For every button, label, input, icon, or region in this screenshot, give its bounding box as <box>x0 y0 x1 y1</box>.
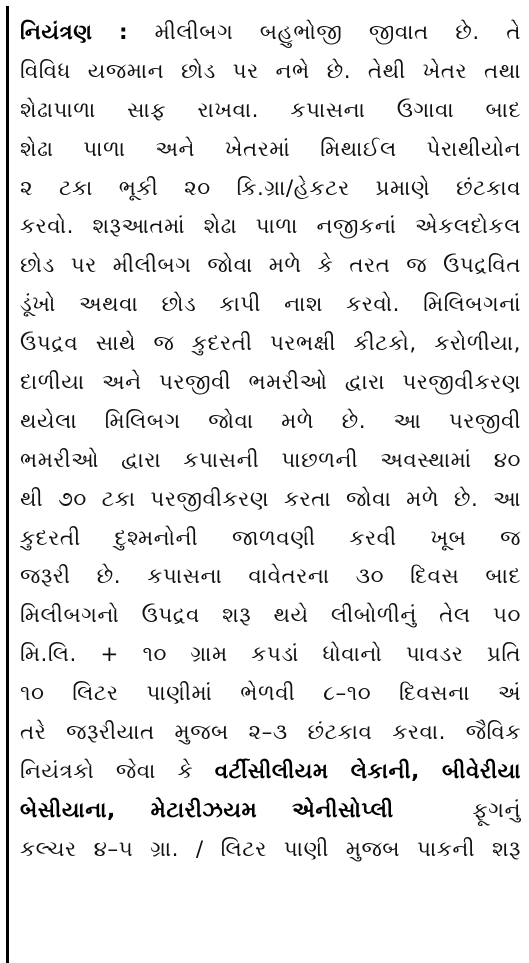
section-heading: નિયંત્રણ <box>20 20 93 45</box>
text-line: કુદરતી દુશ્મનોની જાળવણી કરવી ખૂબ જ <box>20 525 521 551</box>
text-line <box>20 753 521 792</box>
text-line: ઉપદ્રવ સાથે જ કુદરતી પરભક્ષી કીટકો, કરોળીયા, <box>20 331 521 357</box>
bold-term: બેસીયાના, મેટારીઝયમ એનીસોપ્લી <box>20 797 394 823</box>
text-line: મિ.લિ. + ૧૦ ગ્રામ કપડાં ધોવાનો પાવડર પ્રતિ <box>20 642 521 668</box>
line-text: ફૂગનું <box>472 797 521 823</box>
text-line: કરવો. શરૂઆતમાં શેઢા પાળા નજીકનાં એકલદોકલ <box>20 214 521 240</box>
text-line: તરે જરૂરીયાત મુજબ ૨–૩ છંટકાવ કરવા. જૈવિક <box>20 720 521 746</box>
heading-separator: : <box>118 20 129 45</box>
text-line: છોડ પર મીલીબગ જોવા મળે કે તરત જ ઉપદ્રવિત <box>20 253 521 279</box>
text-line: ભમરીઓ દ્વારા કપાસની પાછળની અવસ્થામાં ૪૦ <box>20 447 521 473</box>
line-text: મીલીબગ બહુભોજી જીવાત છે. તે <box>154 20 521 45</box>
text-line: ૨ ટકા ભૂકી ૨૦ કિ.ગ્રા/હેકટર પ્રમાણે છંટકાવ <box>20 175 521 201</box>
text-line: ડૂંખો અથવા છોડ કાપી નાશ કરવો. મિલિબગનાં <box>20 292 521 318</box>
text-line: દાળીયા અને પરજીવી ભમરીઓ દ્વારા પરજીવીકરણ <box>20 370 521 396</box>
text-line: વિવિધ યજમાન છોડ પર નભે છે. તેથી ખેતર તથા <box>20 58 521 84</box>
text-line: થયેલા મિલિબગ જોવા મળે છે. આ પરજીવી <box>20 408 521 434</box>
text-line: થી ૭૦ ટકા પરજીવીકરણ કરતા જોવા મળે છે. આ <box>20 486 521 512</box>
text-line <box>20 792 521 831</box>
text-line: મિલીબગનો ઉપદ્રવ શરૂ થયે લીબોળીનું તેલ ૫૦ <box>20 603 521 629</box>
text-line: જરૂરી છે. કપાસના વાવેતરના ૩૦ દિવસ બાદ <box>20 564 521 590</box>
text-line: ૧૦ લિટર પાણીમાં ભેળવી ૮–૧૦ દિવસના અં <box>20 681 521 707</box>
text-line: શેઢાપાળા સાફ રાખવા. કપાસના ઉગાવા બાદ <box>20 97 521 123</box>
text-line <box>20 14 521 53</box>
bold-term: વર્ટીસીલીયમ લેકાની, બીવેરીયા <box>214 758 521 784</box>
text-line: શેઢા પાળા અને ખેતરમાં મિથાઈલ પેરાથીયોન <box>20 136 521 162</box>
line-text: નિયંત્રકો જેવા કે <box>20 758 194 784</box>
text-line: કલ્ચર ૪–૫ ગ્રા. / લિટર પાણી મુજબ પાકની શરૂ <box>20 836 521 862</box>
left-border-rule <box>6 6 9 963</box>
